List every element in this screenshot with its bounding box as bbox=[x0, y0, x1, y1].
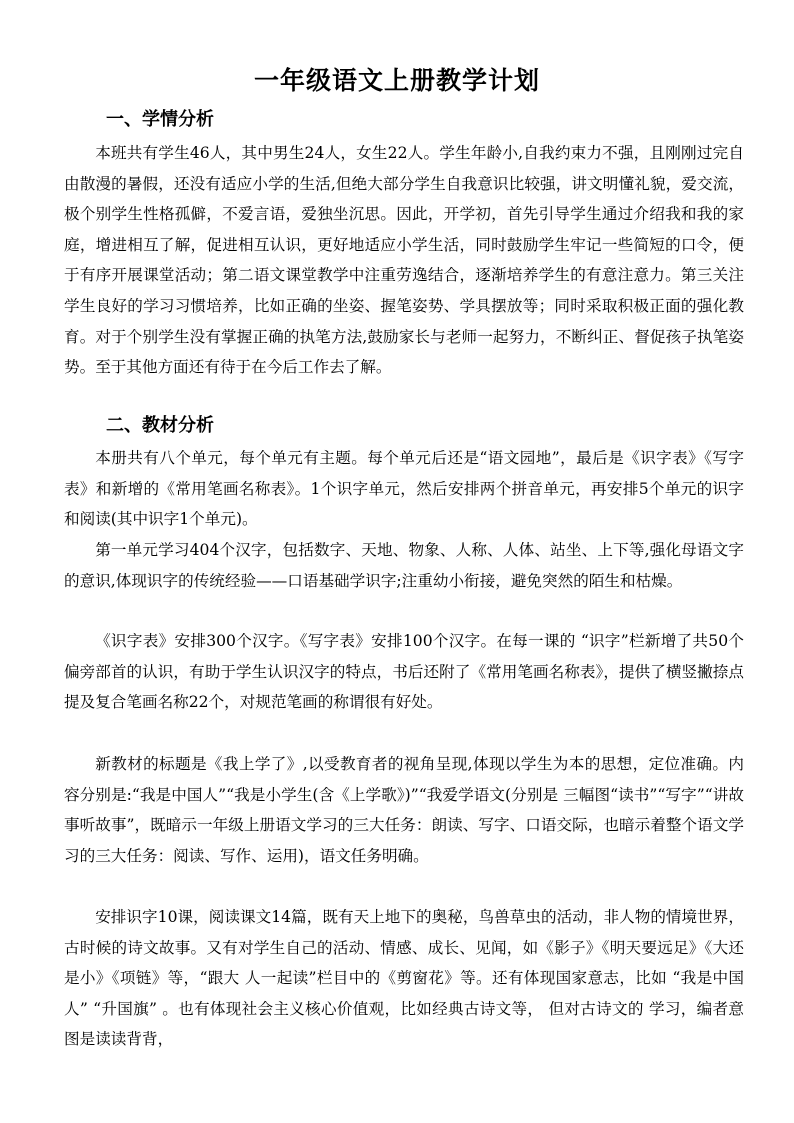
textbook-paragraph-5: 安排识字10课，阅读课文14篇，既有天上地下的奥秘，鸟兽草虫的活动，非人物的情境世界，古时候的诗文故事。又有对学生自己的活动、情感、成长、见闻，如《影子》《明天要远足》《大还是小》《项链》等，“跟大 人一起读”栏目中的《剪窗花》等。还有体现国家意志，比如 “我是中国人” “升国旗” 。也有体现社会主义核心价值观，比如经典古诗文等， 但对古诗文的 学习，编者意图是读读背背， bbox=[64, 908, 744, 1049]
textbook-paragraph-1: 本册共有八个单元，每个单元有主题。每个单元后还是“语文园地”，最后是《识字表》《写字表》和新增的《常用笔画名称表》。1个识字单元，然后安排两个拼音单元，再安排5个单元的识字和阅读(其中识字1个单元)。 bbox=[64, 449, 744, 529]
document-title: 一年级语文上册教学计划 bbox=[253, 66, 540, 95]
textbook-paragraph-3: 《识字表》安排300个汉字。《写字表》安排100个汉字。在每一课的 “识字”栏新增了共50个偏旁部首的认识，有助于学生认识汉字的特点，书后还附了《常用笔画名称表》，提供了横竖撇捺点提及复合笔画名称22个，对规范笔画的称谓很有好处。 bbox=[64, 632, 744, 712]
section-heading-student-analysis: 一、学情分析 bbox=[106, 109, 214, 130]
textbook-paragraph-2: 第一单元学习404个汉字，包括数字、天地、物象、人称、人体、站坐、上下等,强化母语文字的意识,体现识字的传统经验——口语基础学识字;注重幼小衔接，避免突然的陌生和枯燥。 bbox=[64, 541, 744, 590]
student-analysis-paragraph: 本班共有学生46人，其中男生24人，女生22人。学生年龄小,自我约束力不强，且刚刚过完自由散漫的暑假，还没有适应小学的生活,但绝大部分学生自我意识比较强，讲文明懂礼貌，爱交流，极个别学生性格孤僻，不爱言语，爱独坐沉思。因此，开学初，首先引导学生通过介绍我和我的家庭，增进相互了解，促进相互认识，更好地适应小学生活，同时鼓励学生牢记一些简短的口令，便于有序开展课堂活动；第二语文课堂教学中注重劳逸结合，逐渐培养学生的有意注意力。第三关注学生良好的学习习惯培养，比如正确的坐姿、握笔姿势、学具摆放等；同时采取积极正面的强化教育。对于个别学生没有掌握正确的执笔方法,鼓励家长与老师一起努力，不断纠正、督促孩子执笔姿势。至于其他方面还有待于在今后工作去了解。 bbox=[64, 144, 744, 377]
textbook-paragraph-4: 新教材的标题是《我上学了》,以受教育者的视角呈现,体现以学生为本的思想，定位准确。内容分别是:“我是中国人”“我是小学生(含《上学歌》)”“我爱学语文(分别是 三幅图“读书”“写字”“讲故事听故事”，既暗示一年级上册语文学习的三大任务：朗读、写字、口语交际，也暗示着整个语文学习的三大任务：阅读、写作、运用)，语文任务明确。 bbox=[64, 755, 744, 865]
section-heading-textbook-analysis: 二、教材分析 bbox=[106, 415, 214, 436]
